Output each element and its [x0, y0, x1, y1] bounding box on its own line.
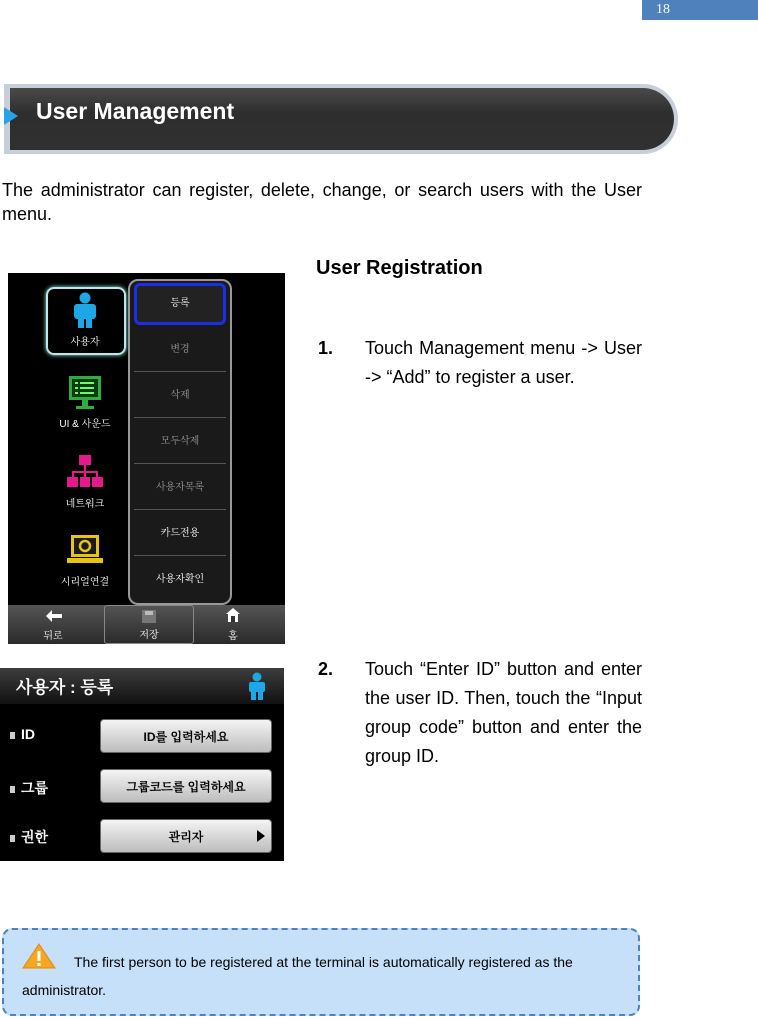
laptop-gear-icon: [66, 531, 104, 569]
menu-label: 네트워크: [65, 499, 105, 510]
input-group-code-button[interactable]: 그룹코드를 입력하세요: [100, 769, 272, 803]
register-header: [0, 668, 284, 704]
monitor-icon: [66, 373, 104, 411]
step-1: [318, 334, 642, 392]
intro-paragraph: The administrator can register, delete, change, or search users with the User menu.: [2, 180, 642, 224]
page-number: 18: [642, 0, 758, 20]
submenu-item-user-check[interactable]: 사용자확인: [155, 574, 205, 585]
step-text: Touch Management menu -> User -> “Add” to register a user.: [365, 338, 642, 387]
device-screenshot-register: [0, 668, 284, 861]
submenu-panel: [128, 279, 232, 605]
save-icon: [142, 610, 156, 623]
network-icon: [66, 453, 104, 491]
banner-arrow-icon: [4, 107, 18, 125]
home-label: 홈: [228, 631, 238, 642]
subheading: User Registration: [316, 257, 483, 279]
chevron-right-icon: [257, 830, 265, 842]
user-icon: [246, 672, 268, 700]
menu-label: 사용자: [70, 337, 100, 348]
row-label-text: 그룹: [21, 780, 49, 796]
row-label-group: [10, 778, 48, 798]
submenu-item-delete-all[interactable]: 모두삭제: [134, 421, 226, 464]
menu-label: UI & 사운드: [59, 419, 111, 430]
menu-label: 시리얼연결: [60, 577, 110, 588]
home-button[interactable]: [188, 605, 278, 644]
bottom-bar: [8, 605, 285, 644]
step-2: [318, 655, 642, 771]
back-arrow-icon: [46, 610, 62, 622]
submenu-item-change[interactable]: 변경: [134, 329, 226, 372]
submenu-item-add[interactable]: 등록: [134, 283, 226, 325]
enter-id-button[interactable]: ID를 입력하세요: [100, 719, 272, 753]
submenu-item-delete[interactable]: 삭제: [134, 375, 226, 418]
permission-value: 관리자: [168, 830, 204, 844]
save-button[interactable]: [104, 605, 194, 644]
step-text: Touch “Enter ID” button and enter the user ID. Then, touch the “Input group code” button and enter the group ID.: [365, 659, 642, 766]
row-label-permission: [10, 827, 48, 847]
note-text: The first person to be registered at the terminal is automatically registered as the administrator.: [22, 954, 573, 998]
submenu-item-card-only[interactable]: 카드전용: [134, 513, 226, 556]
row-label-id: [10, 726, 35, 742]
row-label-text: ID: [21, 726, 35, 742]
step-number: 2.: [318, 659, 334, 679]
section-title: User Management: [36, 98, 235, 124]
user-icon: [66, 291, 104, 329]
row-label-text: 권한: [21, 829, 49, 845]
back-label: 뒤로: [43, 631, 63, 642]
step-number: 1.: [318, 338, 334, 358]
note-box: [2, 928, 640, 1016]
back-button[interactable]: [8, 605, 98, 644]
home-icon: [226, 608, 240, 622]
register-title: 사용자 : 등록: [16, 678, 114, 697]
device-screenshot-menu: [8, 273, 285, 644]
permission-select-button[interactable]: [100, 819, 272, 853]
submenu-item-user-list[interactable]: 사용자목록: [134, 467, 226, 510]
save-label: 저장: [139, 630, 159, 641]
